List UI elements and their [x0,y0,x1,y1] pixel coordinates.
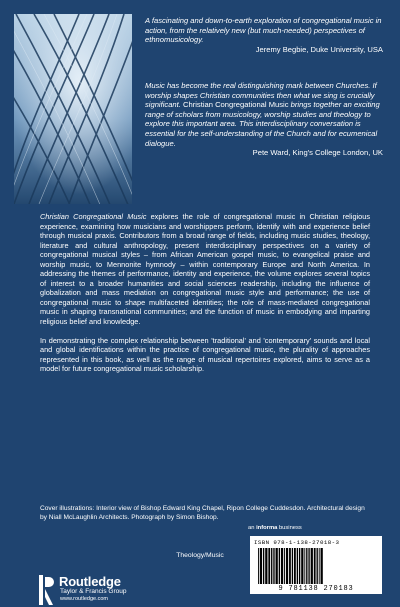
isbn-barcode [250,536,382,594]
description-paragraph [40,212,370,327]
barcode-digits: 9 781138 270183 [278,585,354,593]
publisher-url[interactable]: www.routledge.com [60,596,108,602]
quote-book-title: Christian Congregational Music [180,100,291,110]
quote-text-part: Music has become the real distinguishing mark between Churches. If worship shapes Christian communities then what we sing is crucially significant. [145,81,377,110]
informa-tag [248,525,302,531]
quote-text-part: brings together an exciting range of scholars from musicology, worship studies and theology to explore this important area. This interdisciplinary conversation is essential for the self-understanding of the Church and for ecumenical dialogue. [145,100,380,148]
isbn-label: ISBN 978-1-138-27018-3 [254,539,340,546]
subject-category: Theology/Music [176,552,224,559]
informa-text: an [248,525,257,531]
quote-ward [145,81,383,158]
description-text: explores the role of congregational music in Christian religious experience, examining how musicians and worshippers perform, identify with and experience belief through musical praxis. Contributors from a broad range of fields, including music studies, theology, literature and cultural anthropology, present interdisciplinary perspectives on a variety of congregational musical styles – from African American gospel music, to evangelical praise and worship music, to Mennonite hymnody – within contemporary Europe and North America. In addressing the themes of performance, identity and experience, the volume explores several topics of interest to a broader humanities and social sciences readership, including the influence of globalization and mass mediation on congregational music style and performance; the use of congregational music to shape multifaceted identities; the role of mass-mediated congregational music in shaping transnational communities; and the function of music in embodying and imparting religious belief and knowledge. [40,212,370,327]
cover-photo [14,14,132,204]
barcode-bars [256,548,376,584]
informa-brand: informa [256,525,278,531]
informa-text: business [277,525,302,531]
description-paragraph: In demonstrating the complex relationship between 'traditional' and 'contemporary' sounds and local and global identifications within the practice of congregational music, the plurality of approaches represented in this book, as well as the range of musical repertoires explored, aims to serve as a model for future congregational music scholarship. [40,335,370,374]
routledge-logo-icon [38,573,56,607]
book-title: Christian Congregational Music [40,212,147,221]
quote-attribution: Jeremy Begbie, Duke University, USA [255,44,383,54]
quote-begbie [145,16,383,54]
book-description [40,212,370,383]
cover-credits: Cover illustrations: Interior view of Bishop Edward King Chapel, Ripon College Cuddesdon. Architectural design by Niall McLaughlin Architects. Photograph by Simon Bishop. [40,505,365,521]
publisher-group: Taylor & Francis Group [60,588,127,595]
publisher-name: Routledge [59,574,121,589]
quote-attribution: Pete Ward, King's College London, UK [252,148,383,158]
quote-text: A fascinating and down-to-earth exploration of congregational music in action, from the relatively new (but much-needed) perspectives of ethnomusicology. [145,16,382,45]
quote-text [145,81,380,148]
